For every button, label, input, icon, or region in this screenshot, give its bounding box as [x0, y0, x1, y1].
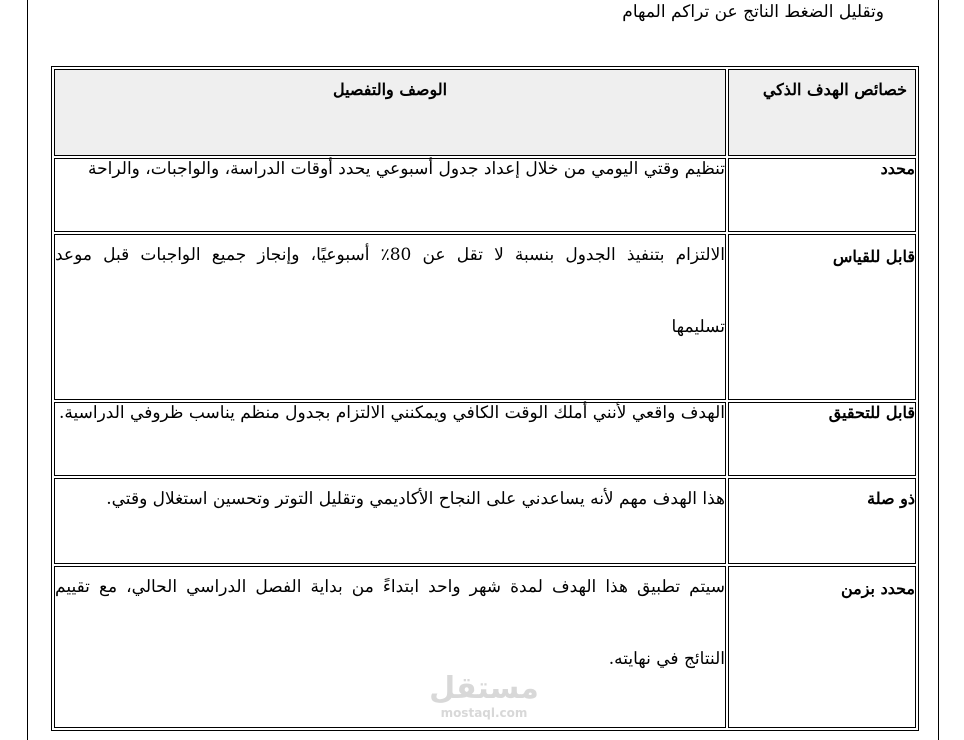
- row-label-measurable: قابل للقياس: [728, 234, 916, 400]
- smart-goal-table: [51, 66, 919, 731]
- table-row: [54, 566, 916, 728]
- header-description: الوصف والتفصيل: [54, 69, 726, 156]
- intro-text: وتقليل الضغط الناتج عن تراكم المهام: [622, 2, 884, 22]
- watermark-url: mostaql.com: [440, 706, 528, 720]
- description-line: تسليمها: [671, 317, 725, 337]
- watermark-logo: مستقل: [429, 671, 539, 706]
- table-row: [54, 158, 916, 232]
- page-border-right: [938, 0, 939, 740]
- row-description-relevant: هذا الهدف مهم لأنه يساعدني على النجاح الأكاديمي وتقليل التوتر وتحسين استغلال وقتي.: [54, 478, 726, 564]
- page-border-left: [27, 0, 28, 740]
- table-row: [54, 478, 916, 564]
- row-description-measurable: [54, 234, 726, 400]
- row-label-time-bound: محدد بزمن: [728, 566, 916, 728]
- row-description-specific: تنظيم وقتي اليومي من خلال إعداد جدول أسبوعي يحدد أوقات الدراسة، والواجبات، والراحة: [54, 158, 726, 232]
- row-description-time-bound: [54, 566, 726, 728]
- row-label-specific: محدد: [728, 158, 916, 232]
- description-line: الالتزام بتنفيذ الجدول بنسبة لا تقل عن 80٪ أسبوعيًا، وإنجاز جميع الواجبات قبل موعد: [55, 245, 725, 265]
- description-line: سيتم تطبيق هذا الهدف لمدة شهر واحد ابتداءً من بداية الفصل الدراسي الحالي، مع تقييم: [55, 577, 725, 597]
- table-header-row: [54, 69, 916, 156]
- table-row: [54, 402, 916, 476]
- description-line: النتائج في نهايته.: [608, 649, 725, 669]
- header-characteristics: خصائص الهدف الذكي: [728, 69, 916, 156]
- row-description-achievable: الهدف واقعي لأنني أملك الوقت الكافي ويمكنني الالتزام بجدول منظم يناسب ظروفي الدراسية.: [54, 402, 726, 476]
- table-row: [54, 234, 916, 400]
- row-label-relevant: ذو صلة: [728, 478, 916, 564]
- row-label-achievable: قابل للتحقيق: [728, 402, 916, 476]
